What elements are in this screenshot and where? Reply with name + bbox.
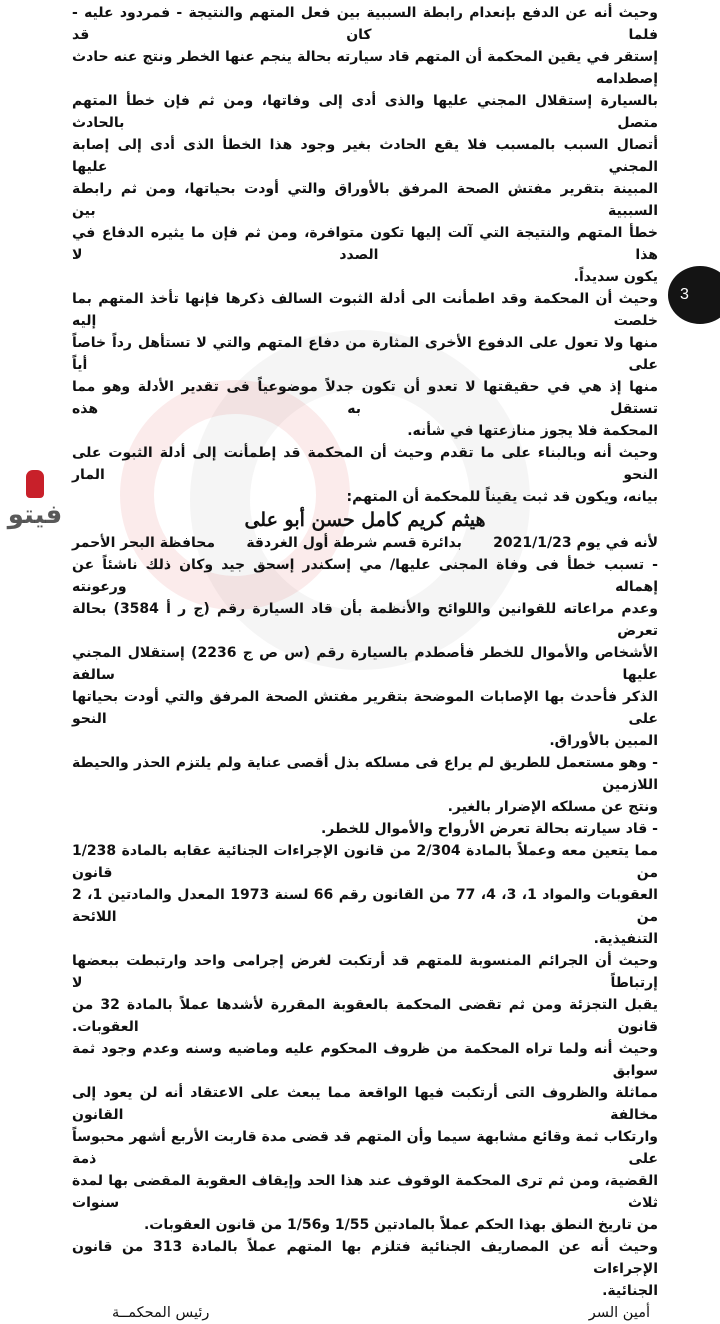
text-line: وحيث أنه عن المصاريف الجنائية فتلزم بها المتهم عملاً بالمادة 313 من قانون الإجراءات — [72, 1239, 658, 1277]
court-ruling-text — [72, 2, 658, 1324]
text-line: المحكمة فلا يجوز منازعتها في شأنه. — [407, 423, 658, 439]
text-line: يكون سديداً. — [573, 269, 658, 285]
text-line: بالسيارة إستقلال المجني عليها والذى أدى إلى وفاتها، ومن ثم فإن خطأ المتهم متصل بالحادث — [72, 93, 658, 131]
text-line: العقوبات والمواد 1، 3، 4، 77 من القانون رقم 66 لسنة 1973 المعدل والمادتين 1، 2 من اللائحة — [72, 887, 658, 925]
text-line: - وهو مستعمل للطريق لم يراع فى مسلكه بذل أقصى عناية ولم يلتزم الحذر والحيطة اللازمين — [72, 755, 658, 793]
text-line: وحيث أن المحكمة وقد اطمأنت الى أدلة الثبوت السالف ذكرها فإنها تأخذ المتهم بما خلصت إليه — [72, 291, 658, 329]
defendant-name: هيثم كريم كامل حسن أبو على — [244, 509, 486, 531]
text-line: بيانه، ويكون قد ثبت يقيناً للمحكمة أن المتهم: — [346, 489, 658, 505]
offense-detail: محافظة البحر الأحمر — [72, 535, 216, 551]
text-line: يقبل التجزئة ومن ثم تقضى المحكمة بالعقوبة المقررة لأشدها عملاً بالمادة 32 من قانون العقوبات. — [72, 997, 659, 1035]
court-president-label: رئيس المحكمــة — [112, 1305, 210, 1321]
text-line: المبين بالأوراق. — [549, 733, 658, 749]
text-line: الذكر فأحدث بها الإصابات الموضحة بتقرير مفتش الصحة المرفق والتي أودت بحياتها على النحو — [72, 689, 658, 727]
hand-icon — [26, 470, 44, 498]
text-line: - تسبب خطأ فى وفاة المجنى عليها/ مي إسكندر إسحق جيد وكان ذلك ناشئاً عن إهماله ورعونته — [72, 557, 658, 595]
text-line: إستقر في يقين المحكمة أن المتهم قاد سيارته بحالة ينجم عنها الخطر ونتج عنه حادث إصطدامه — [72, 49, 658, 87]
text-line: المبينة بتقرير مفتش الصحة المرفق بالأوراق والتي أودت بحياتها، ومن ثم رابطة السببية بين — [72, 181, 658, 219]
offense-date-location-line — [72, 532, 658, 554]
offense-detail: بدائرة قسم شرطة أول الغردقة — [246, 535, 462, 551]
text-line: مماثلة والظروف التى أرتكبت فيها الواقعة مما يبعث على الاعتقاد أنه لن يعود إلى مخالفة القانون — [72, 1085, 658, 1123]
text-line: وارتكاب ثمة وقائع مشابهة سيما وأن المتهم قد قضى مدة قاربت الأربع أشهر محبوساً على ذمة — [72, 1129, 658, 1167]
text-line: - قاد سيارته بحالة تعرض الأرواح والأموال للخطر. — [320, 821, 658, 837]
text-line: الجنائية. — [602, 1283, 658, 1299]
text-line: القضية، ومن ثم ترى المحكمة الوقوف عند هذا الحد وإيقاف العقوبة المقضى بها لمدة ثلاث سنوات — [72, 1173, 658, 1211]
text-line: التنفيذية. — [593, 931, 658, 947]
text-line: وحيث أنه عن الدفع بإنعدام رابطة السببية بين فعل المتهم والنتيجة - فمردود عليه - فلما كان قد — [72, 5, 658, 43]
text-line: ونتج عن مسلكه الإضرار بالغير. — [447, 799, 658, 815]
text-line: من تاريخ النطق بهذا الحكم عملاً بالمادتين 1/55 و1/56 من قانون العقوبات. — [143, 1217, 658, 1233]
text-line: مما يتعين معه وعملاً بالمادة 2/304 من قانون الإجراءات الجنائية عقابه بالمادة 1/238 من قانون — [72, 843, 658, 881]
text-line: منها إذ هي في حقيقتها لا تعدو أن تكون جدلاً موضوعياً فى تقدير الأدلة وهو مما تستقل به هذه — [72, 379, 658, 417]
text-line: الأشخاص والأموال للخطر فأصطدم بالسيارة رقم (س ص ج 2236) إستقلال المجني عليها سالفة — [72, 645, 658, 683]
watermark-logo — [2, 470, 68, 530]
text-line: خطأ المتهم والنتيجة التي آلت إليها تكون متوافرة، ومن ثم فإن ما يثيره الدفاع في هذا الصدد لا — [72, 225, 658, 263]
text-line: وعدم مراعاته للقوانين واللوائح والأنظمة بأن قاد السيارة رقم (ج ر أ 3584) بحالة تعرض — [72, 601, 658, 639]
text-line: وحيث أن الجرائم المنسوبة للمتهم قد أرتكبت لغرض إجرامى واحد وارتبطت ببعضها إرتباطاً لا — [72, 953, 658, 991]
text-line: منها ولا تعول على الدفوع الأخرى المثارة من دفاع المتهم والتي لا تستأهل رداً خاصاً على أياً — [72, 335, 658, 373]
page-number-badge — [668, 266, 720, 324]
text-line: وحيث أنه وبالبناء على ما تقدم وحيث أن المحكمة قد إطمأنت إلى أدلة الثبوت على النحو المار — [72, 445, 658, 483]
offense-detail: لأنه في يوم 2021/1/23 — [493, 535, 658, 551]
text-line: وحيث أنه ولما تراه المحكمة من ظروف المحكوم عليه وماضيه وسنه وعدم وجود ثمة سوابق — [72, 1041, 658, 1079]
signature-line — [72, 1302, 658, 1324]
text-line: أتصال السبب بالمسبب فلا يقع الحادث بغير وجود هذا الخطأ الذى أدى إلى إصابة المجني عليها — [72, 137, 658, 175]
watermark-text: فيتو — [7, 500, 63, 530]
court-clerk-label: أمين السر — [588, 1305, 650, 1321]
page-number: 3 — [680, 286, 689, 303]
